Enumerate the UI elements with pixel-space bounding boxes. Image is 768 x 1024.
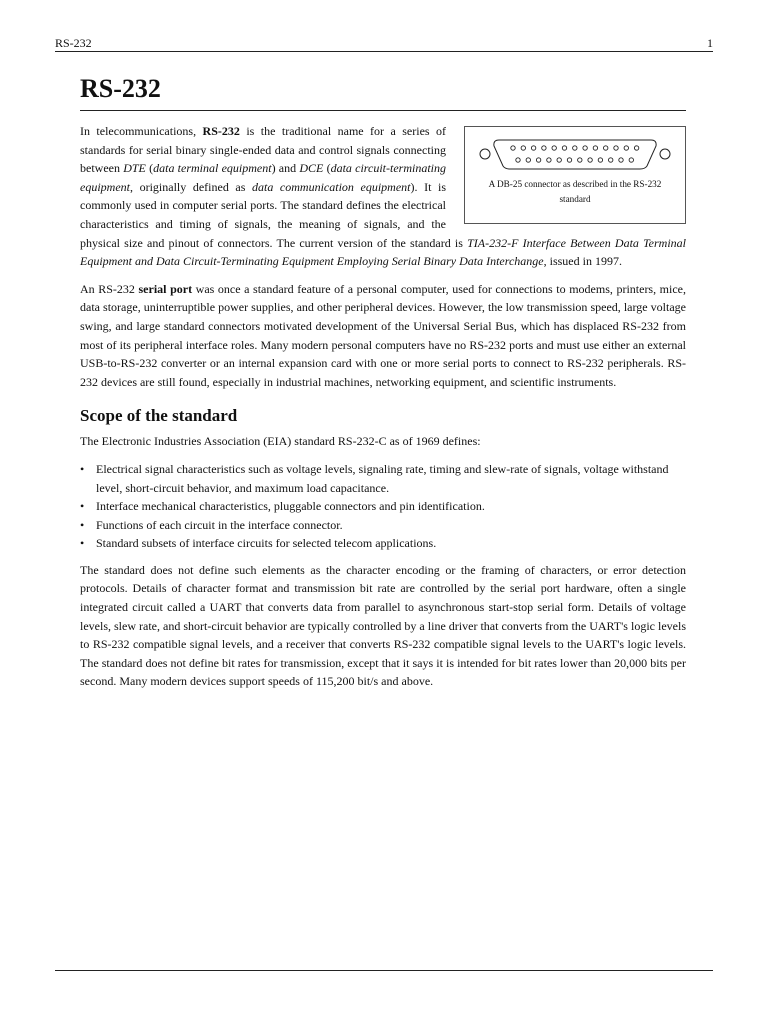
scope-list	[80, 460, 686, 553]
connector-pin	[634, 146, 638, 150]
connector-pin	[542, 146, 546, 150]
serial-port-paragraph: An RS-232 serial port was once a standard feature of a personal computer, used for connections to modems, printers, mice, data storage, uninterruptible power supplies, and other peripheral devices. However, the low transmission speed, large voltage swing, and large standard connectors motivated development of the Universal Serial Bus, which has displaced RS-232 from most of its peripheral interface roles. Many modern personal computers have no RS-232 ports and must use either an external USB-to-RS-232 converter or an internal expansion card with one or more serial ports to connect to RS-232 peripherals. RS-232 devices are still found, especially in industrial machines, networking equipment, and scientific instruments.	[80, 281, 687, 389]
connector-pin	[573, 146, 577, 150]
header-rule	[55, 51, 713, 52]
db25-connector-icon	[475, 134, 675, 174]
scope-intro: The Electronic Industries Association (EIA) standard RS-232-C as of 1969 defines:	[80, 434, 481, 449]
bullet-icon: •	[80, 536, 85, 551]
connector-pin	[511, 146, 515, 150]
connector-pin	[598, 158, 602, 162]
list-item: • Electrical signal characteristics such as voltage levels, signaling rate, timing and slew-rate of signals, voltage withstand level, short-circuit behavior, and maximum load capacitance.	[80, 461, 669, 495]
article-body	[80, 122, 686, 700]
bullet-icon: •	[80, 499, 85, 514]
connector-pin	[516, 158, 520, 162]
connector-pin	[619, 158, 623, 162]
connector-pin	[536, 158, 540, 162]
list-item: • Functions of each circuit in the interface connector.	[80, 516, 686, 535]
connector-pin	[614, 146, 618, 150]
intro-paragraph: In telecommunications, RS-232 is the traditional name for a series of standards for serial binary single-ended data and control signals connecting between DTE (data terminal equipment) and DCE (data circuit-terminating equipment, originally defined as data communication equipment). It is commonly used in computer serial ports. The standard defines the electrical characteristics and timing of signals, the meaning of signals, and the physical size and pinout of connectors. The current version of the standard is TIA-232-F Interface Between Data Terminal Equipment and Data Circuit-Terminating Equipment Employing Serial Binary Data Interchange, issued in 1997.	[80, 124, 687, 269]
scope-closing-paragraph: The standard does not define such elements as the character encoding or the framing of characters, or error detection protocols. Details of character format and transmission bit rate are controlled by the serial port hardware, often a single integrated circuit called a UART that converts data from parallel to asynchronous start-stop serial form. Details of voltage levels, slew rate, and short-circuit behavior are typically controlled by a line driver that converts from the UART's logic levels to RS-232 compatible signal levels, and a receiver that converts RS-232 compatible signal levels to the UART's logic levels. The standard does not define bit rates for transmission, except that it says it is intended for bit rates lower than 20,000 bits per second. Many modern devices support speeds of 115,200 bit/s and above.	[80, 562, 686, 689]
connector-pin	[604, 146, 608, 150]
connector-pin	[588, 158, 592, 162]
connector-pin	[583, 146, 587, 150]
bullet-icon: •	[80, 461, 85, 476]
title-rule	[80, 110, 686, 111]
connector-pin	[557, 158, 561, 162]
connector-pin	[531, 146, 535, 150]
article-title: RS-232	[80, 74, 161, 103]
running-header	[55, 36, 713, 50]
connector-figure	[464, 126, 686, 224]
list-item: • Interface mechanical characteristics, pluggable connectors and pin identification.	[80, 497, 686, 516]
connector-pin	[526, 158, 530, 162]
connector-pin	[593, 146, 597, 150]
list-item: • Standard subsets of interface circuits for selected telecom applications.	[80, 534, 686, 553]
connector-pin	[521, 146, 525, 150]
scope-heading: Scope of the standard	[80, 406, 238, 426]
connector-pin	[629, 158, 633, 162]
connector-pin	[547, 158, 551, 162]
bullet-icon: •	[80, 517, 85, 532]
connector-pin	[578, 158, 582, 162]
figure-caption: A DB-25 connector as described in the RS-232 standard	[488, 179, 662, 204]
connector-pin	[567, 158, 571, 162]
footer-rule	[55, 970, 713, 971]
page-number: 1	[707, 36, 713, 50]
connector-pin	[624, 146, 628, 150]
running-title: RS-232	[55, 36, 92, 50]
connector-pin	[609, 158, 613, 162]
connector-pin	[552, 146, 556, 150]
connector-pin	[562, 146, 566, 150]
